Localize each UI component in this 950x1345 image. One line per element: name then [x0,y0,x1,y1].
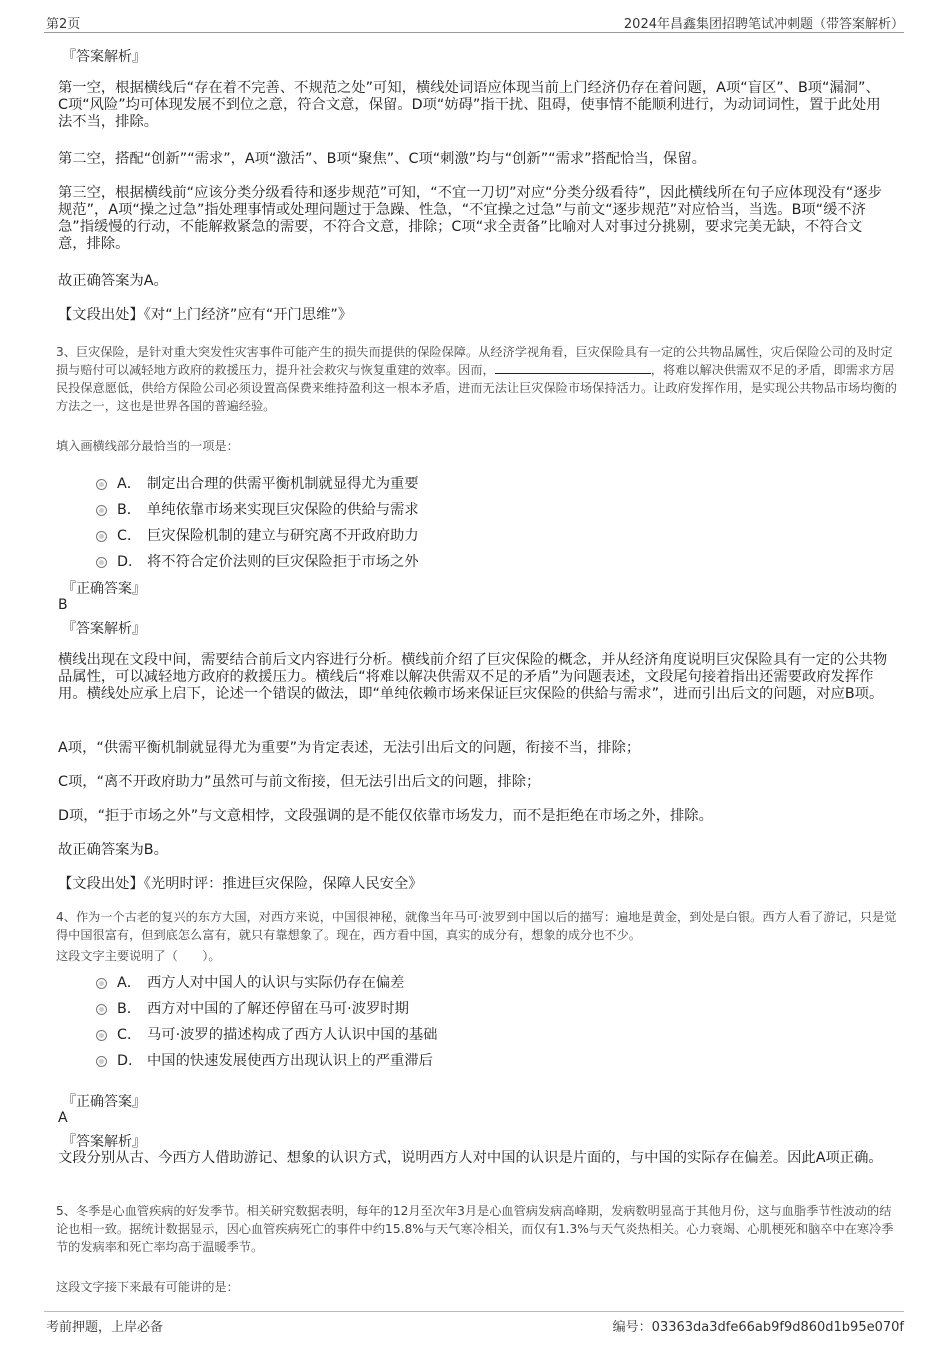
q2-analysis-p3: 第三空，根据横线前“应该分类分级看待和逐步规范”可知，“不宜一刀切”对应“分类分级看待”，因此横线所在句子应体现没有“逐步规范”，A项“操之过急”指处理事情或处理问题过于急躁、性急，“不宜操之过急”与前文“逐步规范”对应恰当，当选。B项“缓不济急”指缓慢的行动，不能解救紧急的需要，不符合文意，排除；C项“求全责备”比喻对人对事过分挑剔，要求完美无缺，不符合文意，排除。 [58,185,882,252]
q3-analysis-p1: 横线出现在文段中间，需要结合前后文内容进行分析。横线前介绍了巨灾保险的概念，并从经济角度说明巨灾保险具有一定的公共物品属性，可以减轻地方政府的救援压力。横线后“将难以解决供需双不足的矛盾”为问题表述，文段尾句接着指出还需要政府发挥作用。横线处应承上启下，论述一个错误的做法，即“单纯依赖市场来保证巨灾保险的供給与需求”，进而引出后文的问题，对应B项。 [58,652,888,702]
radio-icon[interactable] [96,978,107,989]
q2-analysis-p1: 第一空，根据横线后“存在着不完善、不规范之处”可知，横线处词语应体现当前上门经济仍存在着问题，A项“盲区”、B项“漏洞”、C项“风险”均可体现发展不到位之意，符合文意，保留。D项“妨碍”指干扰、阻碍，使事情不能顺利进行，为动词词性，置于此处用法不当，排除。 [58,80,881,130]
page-number: 第2页 [46,17,81,32]
q3-analysis-label: 『答案解析』 [62,621,146,637]
q4-option-c[interactable]: C． 马可·波罗的描述构成了西方人认识中国的基础 [96,1024,437,1044]
q3-prompt: 填入画横线部分最恰当的一项是： [56,439,239,453]
q2-analysis-p4: 故正确答案为A。 [58,273,168,289]
radio-icon[interactable] [96,531,107,542]
radio-icon[interactable] [96,479,107,490]
q3-analysis-p5: 故正确答案为B。 [58,842,168,858]
q3-stem-part-b: ，将难以解决供需双不足的矛盾，即需求方居民投保意愿低，供给方保险公司必须设置高保费来维持盈利这一根本矛盾，进而无法让巨灾保险市场保持活力。让政府发挥作用，是实现公共物品市场均衡的方法之一，这也是世界各国的普遍经验。 [56,363,897,413]
q4-option-d[interactable]: D． 中国的快速发展使西方出现认识上的严重滞后 [96,1050,433,1070]
q3-source: 【文段出处】《光明时评：推进巨灾保险，保障人民安全》 [58,876,423,892]
q4-correct-answer: A [58,1110,68,1126]
q2-analysis-p2: 第二空，搭配“创新”“需求”，A项“激活”、B项“聚焦”、C项“刺激”均与“创新”“需求”搭配恰当，保留。 [58,151,706,167]
document-id: 编号：03363da3dfe66ab9f9d860d1b95e070f [612,1320,904,1335]
footer-slogan: 考前押题，上岸必备 [46,1320,164,1335]
q4-prompt: 这段文字主要说明了（ ）。 [56,949,221,963]
q3-option-b[interactable]: B． 单纯依靠市场来实现巨灾保险的供給与需求 [96,499,419,519]
q3-option-c[interactable]: C． 巨灾保险机制的建立与研究离不开政府助力 [96,525,419,545]
q4-option-b[interactable]: B． 西方对中国的了解还停留在马可·波罗时期 [96,998,409,1018]
q3-option-d[interactable]: D． 将不符合定价法则的巨灾保险拒于市场之外 [96,551,419,571]
q3-correct-answer: B [58,597,68,613]
document-title: 2024年昌鑫集团招聘笔试冲刺题（带答案解析） [623,17,904,32]
q3-stem [56,343,898,415]
q3-analysis-p4: D项，“拒于市场之外”与文意相悖，文段强调的是不能仅依靠市场发力，而不是拒绝在市场之外，排除。 [58,808,713,824]
q2-analysis-label: 『答案解析』 [62,49,146,65]
radio-icon[interactable] [96,1056,107,1067]
q3-answer-blank [495,361,651,374]
q3-stem-part-a: 3、巨灾保险，是针对重大突发性灾害事件可能产生的损失而提供的保险保障。从经济学视角看，巨灾保险具有一定的公共物品属性，灾后保险公司的及时定损与赔付可以减轻地方政府的救援压力，提升社会救灾与恢复重建的效率。因而， [56,345,893,377]
q4-analysis-label: 『答案解析』 [62,1134,146,1150]
q4-stem: 4、作为一个古老的复兴的东方大国，对西方来说，中国很神秘，就像当年马可·波罗到中国以后的描写：遍地是黄金，到处是白银。西方人看了游记，只是觉得中国很富有，但到底怎么富有，就只有靠想象了。现在，西方看中国，真实的成分有，想象的成分也不少。 [56,910,897,942]
q4-analysis: 文段分别从古、今西方人借助游记、想象的认识方式，说明西方人对中国的认识是片面的，与中国的实际存在偏差。因此A项正确。 [58,1150,883,1166]
q2-source: 【文段出处】《对“上门经济”应有“开门思维”》 [58,307,353,323]
page-header [44,10,904,33]
q3-correct-label: 『正确答案』 [62,581,146,597]
radio-icon[interactable] [96,1004,107,1015]
page-footer [44,1311,904,1336]
q3-analysis-p2: A项，“供需平衡机制就显得尤为重要”为肯定表述，无法引出后文的问题，衔接不当，排除； [58,740,641,756]
radio-icon[interactable] [96,1030,107,1041]
q3-option-a[interactable]: A． 制定出合理的供需平衡机制就显得尤为重要 [96,473,419,493]
radio-icon[interactable] [96,557,107,568]
radio-icon[interactable] [96,505,107,516]
q4-correct-label: 『正确答案』 [62,1094,146,1110]
q5-stem: 5、冬季是心血管疾病的好发季节。相关研究数据表明，每年的12月至次年3月是心血管病发病高峰期，发病数明显高于其他月份，这与血脂季节性波动的结论也相一致。据统计数据显示，因心血管疾病死亡的事件中约15.8%与天气寒冷相关，而仅有1.3%与天气炎热相关。心力衰竭、心肌梗死和脑卒中在寒冷季节的发病率和死亡率均高于温暖季节。 [56,1204,894,1254]
q5-prompt: 这段文字接下来最有可能讲的是： [56,1280,239,1294]
q3-analysis-p3: C项，“离不开政府助力”虽然可与前文衔接，但无法引出后文的问题，排除； [58,774,541,790]
q4-option-a[interactable]: A． 西方人对中国人的认识与实际仍存在偏差 [96,972,404,992]
